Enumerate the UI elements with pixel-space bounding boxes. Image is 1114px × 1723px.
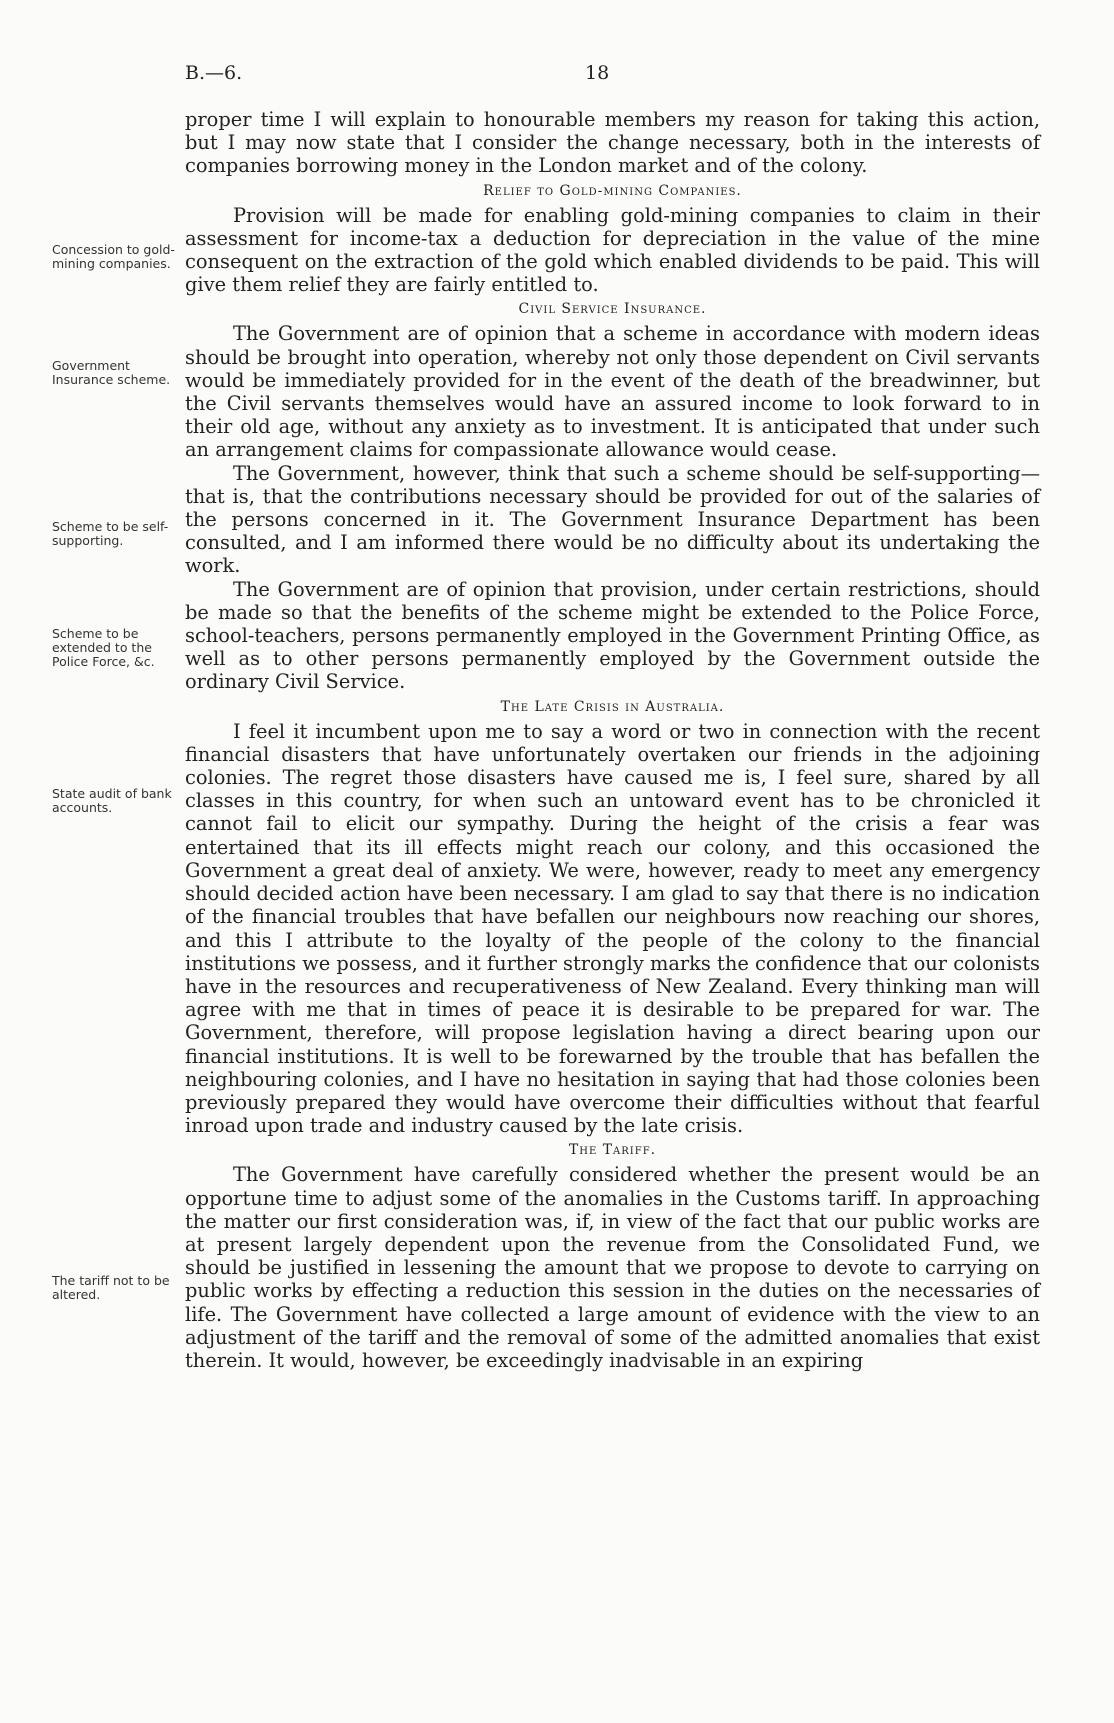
paragraph-insurance-scheme: The Government are of opinion that a scheme in accordance with modern ideas should be brought into operation, whereby not only those dependent on Civil servants would be immediately provided for in the event of the death of the breadwinner, but the Civil servants themselves would have an assured income to look forward to in their old age, without any anxiety as to investment. It is anticipated that under such an arrangement claims for compassionate allowance would cease. (185, 322, 1040, 462)
heading-gold-mining: Relief to Gold-mining Companies. (483, 182, 742, 199)
margin-note-police-force: Scheme to be extended to the Police Force, &c. (52, 626, 155, 669)
margin-note-insurance-scheme: Government Insurance scheme. (52, 358, 171, 387)
page-header (185, 62, 1035, 92)
paragraph-continued: proper time I will explain to honourable members my reason for taking this action, but I may now state that I consider the change necessary, both in the interests of companies borrowing money in the London market and of the colony. (185, 108, 1040, 178)
page-number: 18 (585, 62, 610, 84)
margin-note-tariff: The tariff not to be altered. (52, 1273, 170, 1302)
paragraph-tariff: The Government have carefully considered whether the present would be an opportune time to adjust some of the anomalies in the Customs tariff. In approaching the matter our first consideration was, if, in view of the fact that our public works are at present largely dependent upon the revenue from the Consolidated Fund, we should be justified in lessening the amount that we propose to devote to carrying on public works by effecting a reduction this session in the duties on the necessaries of life. The Government have collected a large amount of evidence with the view to an adjustment of the tariff and the removal of some of the admitted anomalies that exist therein. It would, however, be exceedingly inadvisable in an expiring (185, 1163, 1040, 1372)
paragraph-crisis: I feel it incumbent upon me to say a word or two in connection with the recent financial disasters that have unfortunately overtaken our friends in the adjoining colonies. The regret those disasters have caused me is, I feel sure, shared by all classes in this country, for when such an untoward event has to be chronicled it cannot fail to elicit our sympathy. During the height of the crisis a fear was entertained that its ill effects might reach our colony, and this occasioned the Government a great deal of anxiety. We were, however, ready to meet any emergency should decided action have been necessary. I am glad to say that there is no indication of the financial troubles that have befallen our neighbours now reaching our shores, and this I attribute to the loyalty of the people of the colony to the financial institutions we possess, and it further strongly marks the confidence that our colonists have in the resources and recuperativeness of New Zealand. Every thinking man will agree with me that in times of peace it is desirable to be prepared for war. The Government, therefore, will propose legislation having a direct bearing upon our financial institutions. It is well to be forewarned by the trouble that has befallen the neighbouring colonies, and I have no hesitation in saying that had those colonies been previously prepared they would have overcome their difficulties without that fearful inroad upon trade and industry caused by the late crisis. (185, 719, 1040, 1138)
paragraph-gold-mining: Provision will be made for enabling gold-mining companies to claim in their assessment for income-tax a deduction for depreciation in the value of the mine consequent on the extraction of the gold which enabled dividends to be paid. This will give them relief they are fairly entitled to. (185, 203, 1040, 297)
heading-civil-service: Civil Service Insurance. (518, 301, 707, 318)
paragraph-self-supporting: The Government, however, think that such a scheme should be self-supporting—that is, that the contributions necessary should be provided for out of the salaries of the persons concerned in it. The Government Insurance Department has been consulted, and I am informed there would be no difficulty about its undertaking the work. (185, 461, 1040, 578)
paragraph-extension: The Government are of opinion that provision, under certain restrictions, should be made so that the benefits of the scheme might be extended to the Police Force, school-teachers, persons permanently employed in the Government Printing Office, as well as to other persons permanently employed by the Government outside the ordinary Civil Service. (185, 577, 1040, 694)
margin-note-self-supporting: Scheme to be self-supporting. (52, 519, 169, 548)
body-text (185, 108, 1040, 1372)
parliamentary-paper-ref: B.—6. (185, 62, 243, 84)
heading-crisis: The Late Crisis in Australia. (500, 698, 725, 715)
margin-note-bank-audit: State audit of bank accounts. (52, 786, 172, 815)
heading-tariff: The Tariff. (568, 1142, 657, 1159)
margin-note-gold-mining: Concession to gold-mining companies. (52, 242, 175, 271)
